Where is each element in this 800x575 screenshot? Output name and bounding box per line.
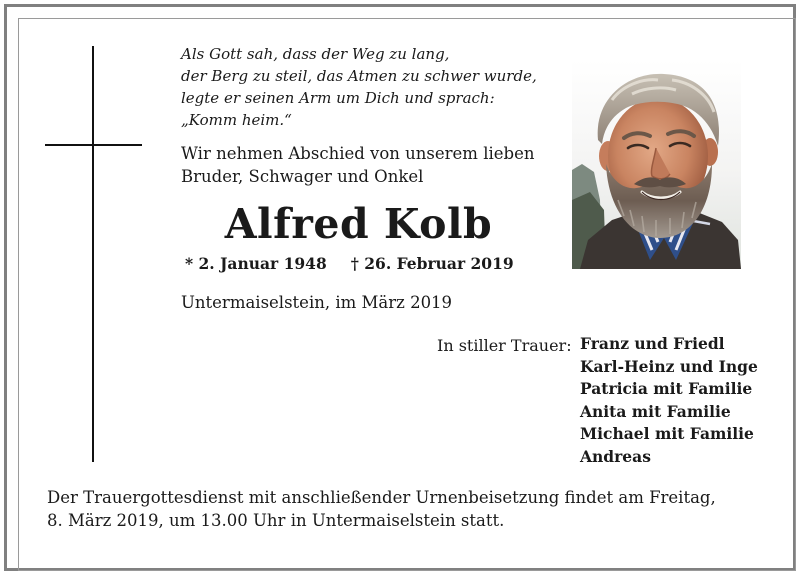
- life-dates: [185, 252, 514, 276]
- intro-line: Bruder, Schwager und Onkel: [181, 167, 424, 186]
- service-line: Der Trauergottesdienst mit anschließender Urnenbeisetzung findet am Freitag,: [47, 488, 716, 507]
- place-and-date: Untermaiselstein, im März 2019: [181, 293, 453, 312]
- funeral-service-info: [47, 486, 716, 532]
- deceased-name: Alfred Kolb: [224, 200, 493, 248]
- poem-line: legte er seinen Arm um Dich und sprach:: [181, 89, 495, 107]
- poem-line: „Komm heim.“: [181, 111, 292, 129]
- poem-line: Als Gott sah, dass der Weg zu lang,: [181, 45, 450, 63]
- mourner-entry: Patricia mit Familie: [580, 379, 753, 399]
- death-date: † 26. Februar 2019: [350, 254, 514, 273]
- intro-line: Wir nehmen Abschied von unserem lieben: [181, 144, 535, 163]
- mourners-label: In stiller Trauer:: [437, 336, 572, 355]
- portrait-photo: [572, 60, 741, 269]
- poem-line: der Berg zu steil, das Atmen zu schwer wurde,: [181, 67, 537, 85]
- mourner-entry: Michael mit Familie: [580, 424, 754, 444]
- mourner-entry: Anita mit Familie: [580, 401, 731, 421]
- portrait-illustration: [572, 60, 741, 269]
- mourners-list: [580, 333, 758, 469]
- poem: [181, 43, 537, 131]
- service-line: 8. März 2019, um 13.00 Uhr in Untermaiselstein statt.: [47, 511, 505, 530]
- mourner-entry: Andreas: [580, 446, 651, 466]
- mourner-entry: Karl-Heinz und Inge: [580, 356, 758, 376]
- farewell-intro: [181, 142, 534, 188]
- cross-horizontal-bar: [45, 144, 142, 146]
- birth-date: * 2. Januar 1948: [185, 254, 327, 273]
- mourner-entry: Franz und Friedl: [580, 334, 725, 353]
- cross-vertical-bar: [92, 46, 94, 462]
